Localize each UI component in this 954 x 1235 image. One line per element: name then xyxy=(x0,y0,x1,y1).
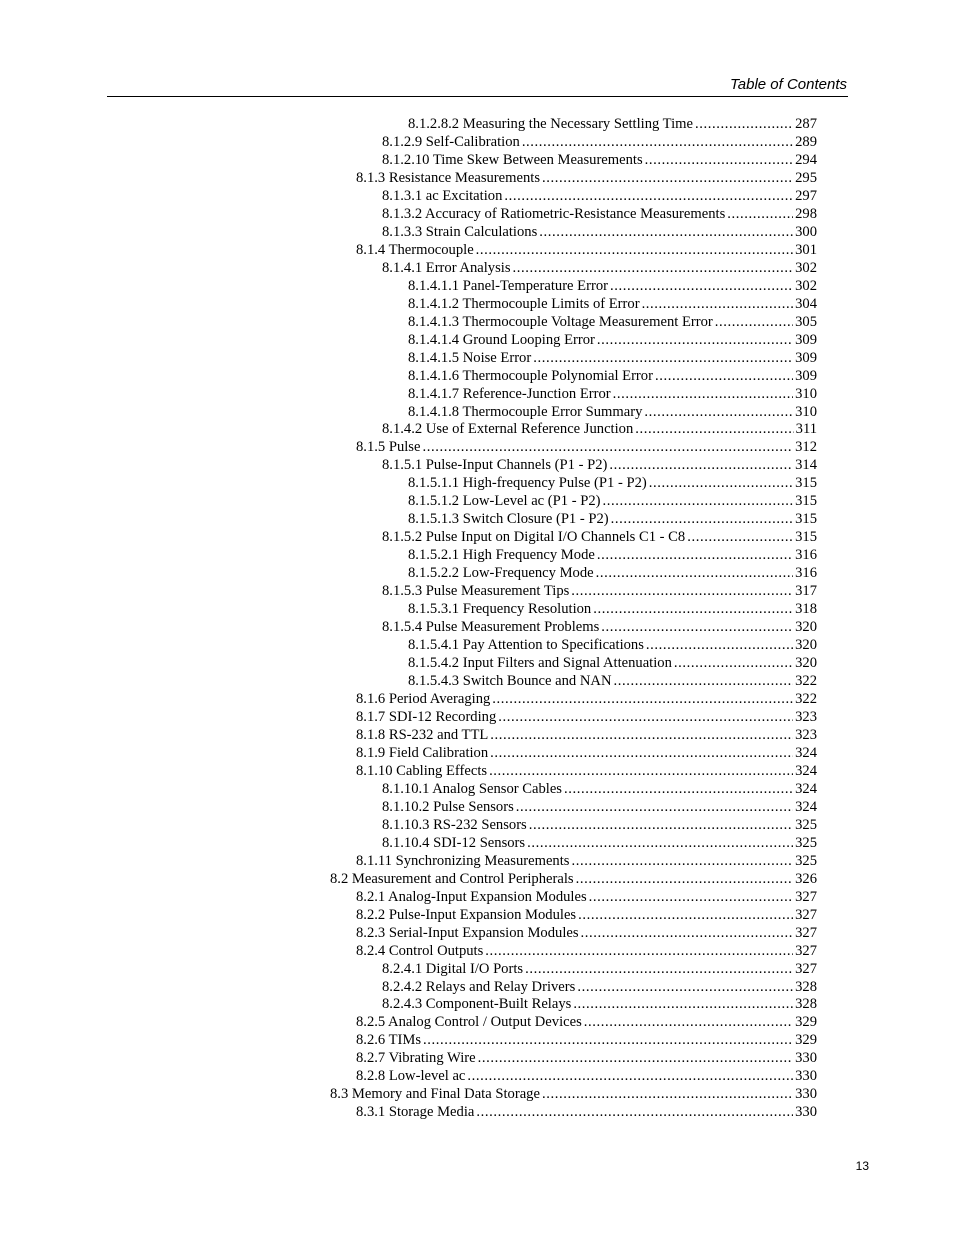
dot-leader xyxy=(467,1068,793,1086)
dot-leader xyxy=(603,493,794,511)
toc-entry-line xyxy=(356,925,817,943)
toc-entry-line xyxy=(408,278,817,296)
toc-entry-title: 8.1.5.4.1 Pay Attention to Specifications xyxy=(408,637,644,654)
toc-entry-title: 8.1.5.3 Pulse Measurement Tips xyxy=(382,583,570,600)
toc-entry[interactable] xyxy=(0,547,954,565)
toc-entry-page: 323 xyxy=(795,726,817,743)
dot-leader xyxy=(539,224,793,242)
toc-entry[interactable] xyxy=(0,817,954,835)
toc-entry[interactable] xyxy=(0,781,954,799)
toc-entry-title: 8.2.4.1 Digital I/O Ports xyxy=(382,960,524,977)
toc-entry-title: 8.1.4.1.6 Thermocouple Polynomial Error xyxy=(408,367,653,384)
toc-entry-page: 310 xyxy=(795,403,817,420)
toc-entry-page: 317 xyxy=(795,583,817,600)
toc-entry[interactable] xyxy=(0,457,954,475)
toc-entry-line xyxy=(382,996,817,1014)
toc-entry-title: 8.1.4 Thermocouple xyxy=(356,241,474,258)
toc-entry[interactable] xyxy=(0,260,954,278)
dot-leader xyxy=(581,925,794,943)
toc-entry-title: 8.1.4.1.8 Thermocouple Error Summary xyxy=(408,403,643,420)
toc-entry-line xyxy=(408,565,817,583)
toc-entry-line xyxy=(408,493,817,511)
toc-entry-page: 301 xyxy=(795,241,817,258)
toc-entry-page: 324 xyxy=(795,744,817,761)
toc-entry[interactable] xyxy=(0,386,954,404)
dot-leader xyxy=(478,1050,794,1068)
toc-entry-title: 8.2.2 Pulse-Input Expansion Modules xyxy=(356,906,577,923)
dot-leader xyxy=(695,116,793,134)
dot-leader xyxy=(593,601,793,619)
toc-entry[interactable] xyxy=(0,224,954,242)
toc-entry-line xyxy=(408,511,817,529)
toc-entry[interactable] xyxy=(0,368,954,386)
toc-entry-page: 324 xyxy=(795,762,817,779)
toc-entry[interactable] xyxy=(0,619,954,637)
toc-entry-title: 8.1.9 Field Calibration xyxy=(356,744,489,761)
toc-entry-line xyxy=(382,979,817,997)
toc-entry-page: 309 xyxy=(795,331,817,348)
toc-entry-line xyxy=(408,547,817,565)
toc-entry-line xyxy=(356,1068,817,1086)
toc-entry-line xyxy=(356,170,817,188)
toc-entry-page: 325 xyxy=(795,834,817,851)
toc-entry-page: 326 xyxy=(795,870,817,887)
toc-entry-page: 297 xyxy=(795,187,817,204)
toc-entry-page: 298 xyxy=(795,205,817,222)
toc-entry[interactable] xyxy=(0,421,954,439)
dot-leader xyxy=(423,1032,793,1050)
toc-entry[interactable] xyxy=(0,1014,954,1032)
dot-leader xyxy=(597,547,793,565)
toc-entry-page: 309 xyxy=(795,349,817,366)
toc-entry-title: 8.2.8 Low-level ac xyxy=(356,1068,466,1085)
toc-entry-page: 327 xyxy=(795,888,817,905)
toc-entry-title: 8.1.3.1 ac Excitation xyxy=(382,187,503,204)
toc-entry-page: 330 xyxy=(795,1068,817,1085)
toc-entry-title: 8.1.5.2.2 Low-Frequency Mode xyxy=(408,565,594,582)
toc-entry-title: 8.1.2.9 Self-Calibration xyxy=(382,133,520,150)
toc-entry[interactable] xyxy=(0,1086,954,1104)
toc-entry-line xyxy=(382,188,817,206)
toc-entry-title: 8.2.6 TIMs xyxy=(356,1032,422,1049)
toc-entry-title: 8.1.11 Synchronizing Measurements xyxy=(356,852,570,869)
toc-entry-page: 287 xyxy=(795,116,817,132)
toc-entry-title: 8.2.4.2 Relays and Relay Drivers xyxy=(382,978,576,995)
toc-entry-title: 8.3.1 Storage Media xyxy=(356,1104,475,1121)
toc-entry[interactable] xyxy=(0,1050,954,1068)
toc-entry-page: 316 xyxy=(795,565,817,582)
toc-entry-title: 8.1.5.1.3 Switch Closure (P1 - P2) xyxy=(408,511,609,528)
toc-entry-page: 330 xyxy=(795,1104,817,1121)
toc-entry[interactable] xyxy=(0,979,954,997)
toc-entry-page: 327 xyxy=(795,924,817,941)
toc-entry[interactable] xyxy=(0,188,954,206)
toc-entry[interactable] xyxy=(0,691,954,709)
toc-entry-line xyxy=(382,529,817,547)
toc-entry-page: 294 xyxy=(795,151,817,168)
toc-entry-line xyxy=(382,817,817,835)
toc-entry-title: 8.1.4.2 Use of External Reference Junction xyxy=(382,421,634,438)
toc-entry-page: 314 xyxy=(795,457,817,474)
toc-entry-line xyxy=(356,727,817,745)
toc-entry-line xyxy=(330,1086,817,1104)
toc-entry-line xyxy=(382,260,817,278)
dot-leader xyxy=(646,637,793,655)
toc-entry-title: 8.2.4 Control Outputs xyxy=(356,942,484,959)
toc-entry-title: 8.1.6 Period Averaging xyxy=(356,691,491,707)
toc-entry[interactable] xyxy=(0,601,954,619)
toc-entry[interactable] xyxy=(0,152,954,170)
dot-leader xyxy=(492,691,793,709)
dot-leader xyxy=(597,332,793,350)
dot-leader xyxy=(498,709,793,727)
toc-entry[interactable] xyxy=(0,961,954,979)
dot-leader xyxy=(613,673,793,691)
toc-entry-line xyxy=(382,961,817,979)
toc-entry-page: 312 xyxy=(795,439,817,456)
toc-entry-page: 329 xyxy=(795,1032,817,1049)
toc-entry-line xyxy=(382,421,817,439)
header-rule xyxy=(107,96,848,97)
toc-entry-title: 8.1.4.1.7 Reference-Junction Error xyxy=(408,385,611,402)
toc-entry[interactable] xyxy=(0,996,954,1014)
toc-entry-title: 8.1.5.4.3 Switch Bounce and NAN xyxy=(408,673,612,690)
toc-entry-page: 304 xyxy=(795,295,817,312)
toc-entry[interactable] xyxy=(0,655,954,673)
toc-entry-page: 310 xyxy=(795,385,817,402)
toc-entry-title: 8.1.5.1.2 Low-Level ac (P1 - P2) xyxy=(408,493,601,510)
toc-entry-title: 8.1.4.1.4 Ground Looping Error xyxy=(408,331,595,348)
toc-entry-page: 300 xyxy=(795,223,817,240)
toc-entry-line xyxy=(408,404,817,422)
dot-leader xyxy=(601,619,793,637)
toc-entry-title: 8.1.5.1 Pulse-Input Channels (P1 - P2) xyxy=(382,457,608,474)
toc-entry-line xyxy=(356,1014,817,1032)
dot-leader xyxy=(529,817,793,835)
toc-entry-page: 330 xyxy=(795,1086,817,1103)
dot-leader xyxy=(727,206,793,224)
dot-leader xyxy=(578,907,793,925)
toc-entry[interactable] xyxy=(0,134,954,152)
running-header-title: Table of Contents xyxy=(729,76,847,93)
toc-entry[interactable] xyxy=(0,242,954,260)
toc-entry[interactable] xyxy=(0,1068,954,1086)
toc-entry-title: 8.1.5.4 Pulse Measurement Problems xyxy=(382,619,600,636)
toc-entry-title: 8.2.1 Analog-Input Expansion Modules xyxy=(356,888,587,905)
toc-entry-title: 8.2 Measurement and Control Peripherals xyxy=(330,870,574,887)
dot-leader xyxy=(533,350,793,368)
toc-entry[interactable] xyxy=(0,853,954,871)
toc-entry-page: 305 xyxy=(795,313,817,330)
toc-entry-title: 8.1.4.1.3 Thermocouple Voltage Measurement Error xyxy=(408,313,713,330)
toc-entry-title: 8.2.5 Analog Control / Output Devices xyxy=(356,1014,582,1031)
dot-leader xyxy=(476,242,793,260)
toc-entry-page: 330 xyxy=(795,1050,817,1067)
toc-entry-page: 325 xyxy=(795,852,817,869)
toc-entry[interactable] xyxy=(0,314,954,332)
toc-entry-line xyxy=(356,691,817,709)
toc-entry[interactable] xyxy=(0,529,954,547)
toc-entry-line xyxy=(408,350,817,368)
dot-leader xyxy=(513,260,794,278)
dot-leader xyxy=(522,134,793,152)
toc-entry[interactable] xyxy=(0,206,954,224)
page-number: 13 xyxy=(855,1159,869,1173)
toc-entry-title: 8.1.10.2 Pulse Sensors xyxy=(382,798,514,815)
toc-entry-line xyxy=(382,224,817,242)
toc-entry-page: 318 xyxy=(795,601,817,618)
toc-entry[interactable] xyxy=(0,565,954,583)
toc-entry[interactable] xyxy=(0,1032,954,1050)
dot-leader xyxy=(527,835,793,853)
dot-leader xyxy=(642,296,794,314)
toc-entry[interactable] xyxy=(0,170,954,188)
toc-entry-line xyxy=(382,152,817,170)
toc-entry-title: 8.1.10.1 Analog Sensor Cables xyxy=(382,780,562,797)
toc-entry-line xyxy=(356,1104,817,1122)
toc-entry[interactable] xyxy=(0,835,954,853)
dot-leader xyxy=(476,1104,793,1122)
toc-entry-page: 289 xyxy=(795,133,817,150)
toc-entry[interactable] xyxy=(0,799,954,817)
toc-entry-line xyxy=(356,907,817,925)
dot-leader xyxy=(504,188,793,206)
toc-entry-page: 320 xyxy=(795,655,817,672)
dot-leader xyxy=(490,745,793,763)
dot-leader xyxy=(564,781,793,799)
toc-entry-page: 320 xyxy=(795,619,817,636)
toc-entry-page: 324 xyxy=(795,780,817,797)
toc-entry-line xyxy=(356,943,817,961)
toc-entry-line xyxy=(356,763,817,781)
toc-entry-page: 309 xyxy=(795,367,817,384)
dot-leader xyxy=(485,943,793,961)
toc-entry-title: 8.1.5.3.1 Frequency Resolution xyxy=(408,601,592,618)
toc-entry-title: 8.1.3.3 Strain Calculations xyxy=(382,223,538,240)
toc-entry-line xyxy=(382,206,817,224)
toc-entry-title: 8.2.4.3 Component-Built Relays xyxy=(382,996,572,1013)
toc-entry-title: 8.1.10.3 RS-232 Sensors xyxy=(382,816,527,833)
toc-entry-line xyxy=(408,655,817,673)
toc-entry-title: 8.1.3.2 Accuracy of Ratiometric-Resistance Measurements xyxy=(382,205,726,222)
toc-entry[interactable] xyxy=(0,727,954,745)
toc-entry-title: 8.1.4.1.2 Thermocouple Limits of Error xyxy=(408,295,640,312)
toc-entry-line xyxy=(382,619,817,637)
toc-entry-page: 315 xyxy=(795,529,817,546)
toc-entry-page: 295 xyxy=(795,169,817,186)
dot-leader xyxy=(649,475,793,493)
toc-entry-title: 8.1.7 SDI-12 Recording xyxy=(356,708,497,725)
dot-leader xyxy=(525,961,793,979)
dot-leader xyxy=(609,457,793,475)
toc-entry-line xyxy=(330,871,817,889)
toc-entry-title: 8.1.10 Cabling Effects xyxy=(356,762,488,779)
dot-leader xyxy=(573,996,793,1014)
toc-entry-title: 8.2.3 Serial-Input Expansion Modules xyxy=(356,924,579,941)
toc-entry-page: 322 xyxy=(795,691,817,707)
toc-entry-line xyxy=(356,709,817,727)
toc-entry-title: 8.3 Memory and Final Data Storage xyxy=(330,1086,540,1103)
toc-entry-page: 323 xyxy=(795,708,817,725)
toc-entry-page: 315 xyxy=(795,511,817,528)
table-of-contents xyxy=(0,116,954,1122)
toc-entry-line xyxy=(408,368,817,386)
toc-entry[interactable] xyxy=(0,925,954,943)
toc-entry-page: 327 xyxy=(795,942,817,959)
dot-leader xyxy=(715,314,793,332)
toc-entry[interactable] xyxy=(0,404,954,422)
toc-entry-page: 315 xyxy=(795,493,817,510)
toc-entry-page: 328 xyxy=(795,978,817,995)
dot-leader xyxy=(542,170,793,188)
toc-entry[interactable] xyxy=(0,439,954,457)
toc-entry[interactable] xyxy=(0,116,954,134)
toc-entry-page: 316 xyxy=(795,547,817,564)
toc-entry-title: 8.1.5.4.2 Input Filters and Signal Attenuation xyxy=(408,655,672,672)
toc-entry-title: 8.1.4.1.1 Panel-Temperature Error xyxy=(408,277,608,294)
dot-leader xyxy=(489,763,793,781)
dot-leader xyxy=(589,889,793,907)
dot-leader xyxy=(611,511,793,529)
toc-entry-line xyxy=(408,637,817,655)
toc-entry-line xyxy=(382,781,817,799)
toc-entry-page: 329 xyxy=(795,1014,817,1031)
toc-entry-line xyxy=(408,116,817,134)
toc-entry-page: 302 xyxy=(795,259,817,276)
toc-entry-title: 8.1.3 Resistance Measurements xyxy=(356,169,540,186)
toc-entry[interactable] xyxy=(0,637,954,655)
toc-entry-title: 8.1.5.2 Pulse Input on Digital I/O Channels C1 - C8 xyxy=(382,529,686,546)
toc-entry-line xyxy=(382,799,817,817)
toc-entry-line xyxy=(382,457,817,475)
dot-leader xyxy=(635,421,793,439)
dot-leader xyxy=(674,655,793,673)
toc-entry[interactable] xyxy=(0,332,954,350)
toc-entry[interactable] xyxy=(0,871,954,889)
dot-leader xyxy=(490,727,793,745)
toc-entry-line xyxy=(382,583,817,601)
toc-entry[interactable] xyxy=(0,1104,954,1122)
toc-entry-title: 8.1.5 Pulse xyxy=(356,439,421,456)
toc-entry[interactable] xyxy=(0,278,954,296)
toc-entry[interactable] xyxy=(0,511,954,529)
toc-entry-page: 320 xyxy=(795,637,817,654)
toc-entry[interactable] xyxy=(0,709,954,727)
toc-entry[interactable] xyxy=(0,763,954,781)
toc-entry-line xyxy=(356,745,817,763)
toc-entry-line xyxy=(408,332,817,350)
dot-leader xyxy=(577,979,793,997)
toc-entry-page: 302 xyxy=(795,277,817,294)
toc-entry-line xyxy=(408,475,817,493)
dot-leader xyxy=(687,529,793,547)
dot-leader xyxy=(644,404,793,422)
dot-leader xyxy=(571,853,793,871)
toc-entry-page: 311 xyxy=(795,421,817,438)
toc-entry-page: 328 xyxy=(795,996,817,1013)
toc-entry-title: 8.1.4.1.5 Noise Error xyxy=(408,349,532,366)
toc-entry-line xyxy=(356,1032,817,1050)
toc-entry-line xyxy=(382,835,817,853)
dot-leader xyxy=(576,871,794,889)
toc-entry-line xyxy=(408,386,817,404)
dot-leader xyxy=(613,386,793,404)
toc-entry-title: 8.1.5.1.1 High-frequency Pulse (P1 - P2) xyxy=(408,475,647,492)
toc-entry-page: 322 xyxy=(795,673,817,690)
dot-leader xyxy=(584,1014,793,1032)
toc-entry-page: 327 xyxy=(795,906,817,923)
toc-entry-title: 8.1.4.1 Error Analysis xyxy=(382,259,511,276)
toc-entry-line xyxy=(408,314,817,332)
toc-entry-line xyxy=(356,439,817,457)
dot-leader xyxy=(516,799,793,817)
toc-entry-line xyxy=(356,1050,817,1068)
toc-entry-line xyxy=(356,853,817,871)
toc-entry-page: 327 xyxy=(795,960,817,977)
dot-leader xyxy=(571,583,793,601)
dot-leader xyxy=(645,152,793,170)
toc-entry-page: 315 xyxy=(795,475,817,492)
toc-entry-page: 325 xyxy=(795,816,817,833)
dot-leader xyxy=(422,439,793,457)
toc-entry-line xyxy=(382,134,817,152)
toc-entry-line xyxy=(356,242,817,260)
toc-entry-line xyxy=(408,673,817,691)
toc-entry[interactable] xyxy=(0,889,954,907)
toc-entry-title: 8.1.10.4 SDI-12 Sensors xyxy=(382,834,526,851)
dot-leader xyxy=(596,565,793,583)
toc-entry-line xyxy=(356,889,817,907)
toc-entry-title: 8.1.5.2.1 High Frequency Mode xyxy=(408,547,595,564)
toc-entry-line xyxy=(408,296,817,314)
toc-entry-title: 8.1.8 RS-232 and TTL xyxy=(356,726,489,743)
toc-entry[interactable] xyxy=(0,493,954,511)
toc-entry[interactable] xyxy=(0,350,954,368)
toc-entry-title: 8.1.2.8.2 Measuring the Necessary Settling Time xyxy=(408,116,693,132)
toc-entry-title: 8.1.2.10 Time Skew Between Measurements xyxy=(382,151,643,168)
toc-entry-title: 8.2.7 Vibrating Wire xyxy=(356,1050,476,1067)
toc-entry-page: 324 xyxy=(795,798,817,815)
toc-entry[interactable] xyxy=(0,673,954,691)
toc-entry[interactable] xyxy=(0,943,954,961)
toc-entry[interactable] xyxy=(0,583,954,601)
toc-entry[interactable] xyxy=(0,907,954,925)
dot-leader xyxy=(610,278,793,296)
toc-entry[interactable] xyxy=(0,745,954,763)
dot-leader xyxy=(655,368,793,386)
toc-entry[interactable] xyxy=(0,475,954,493)
toc-entry-line xyxy=(408,601,817,619)
dot-leader xyxy=(542,1086,793,1104)
toc-entry[interactable] xyxy=(0,296,954,314)
